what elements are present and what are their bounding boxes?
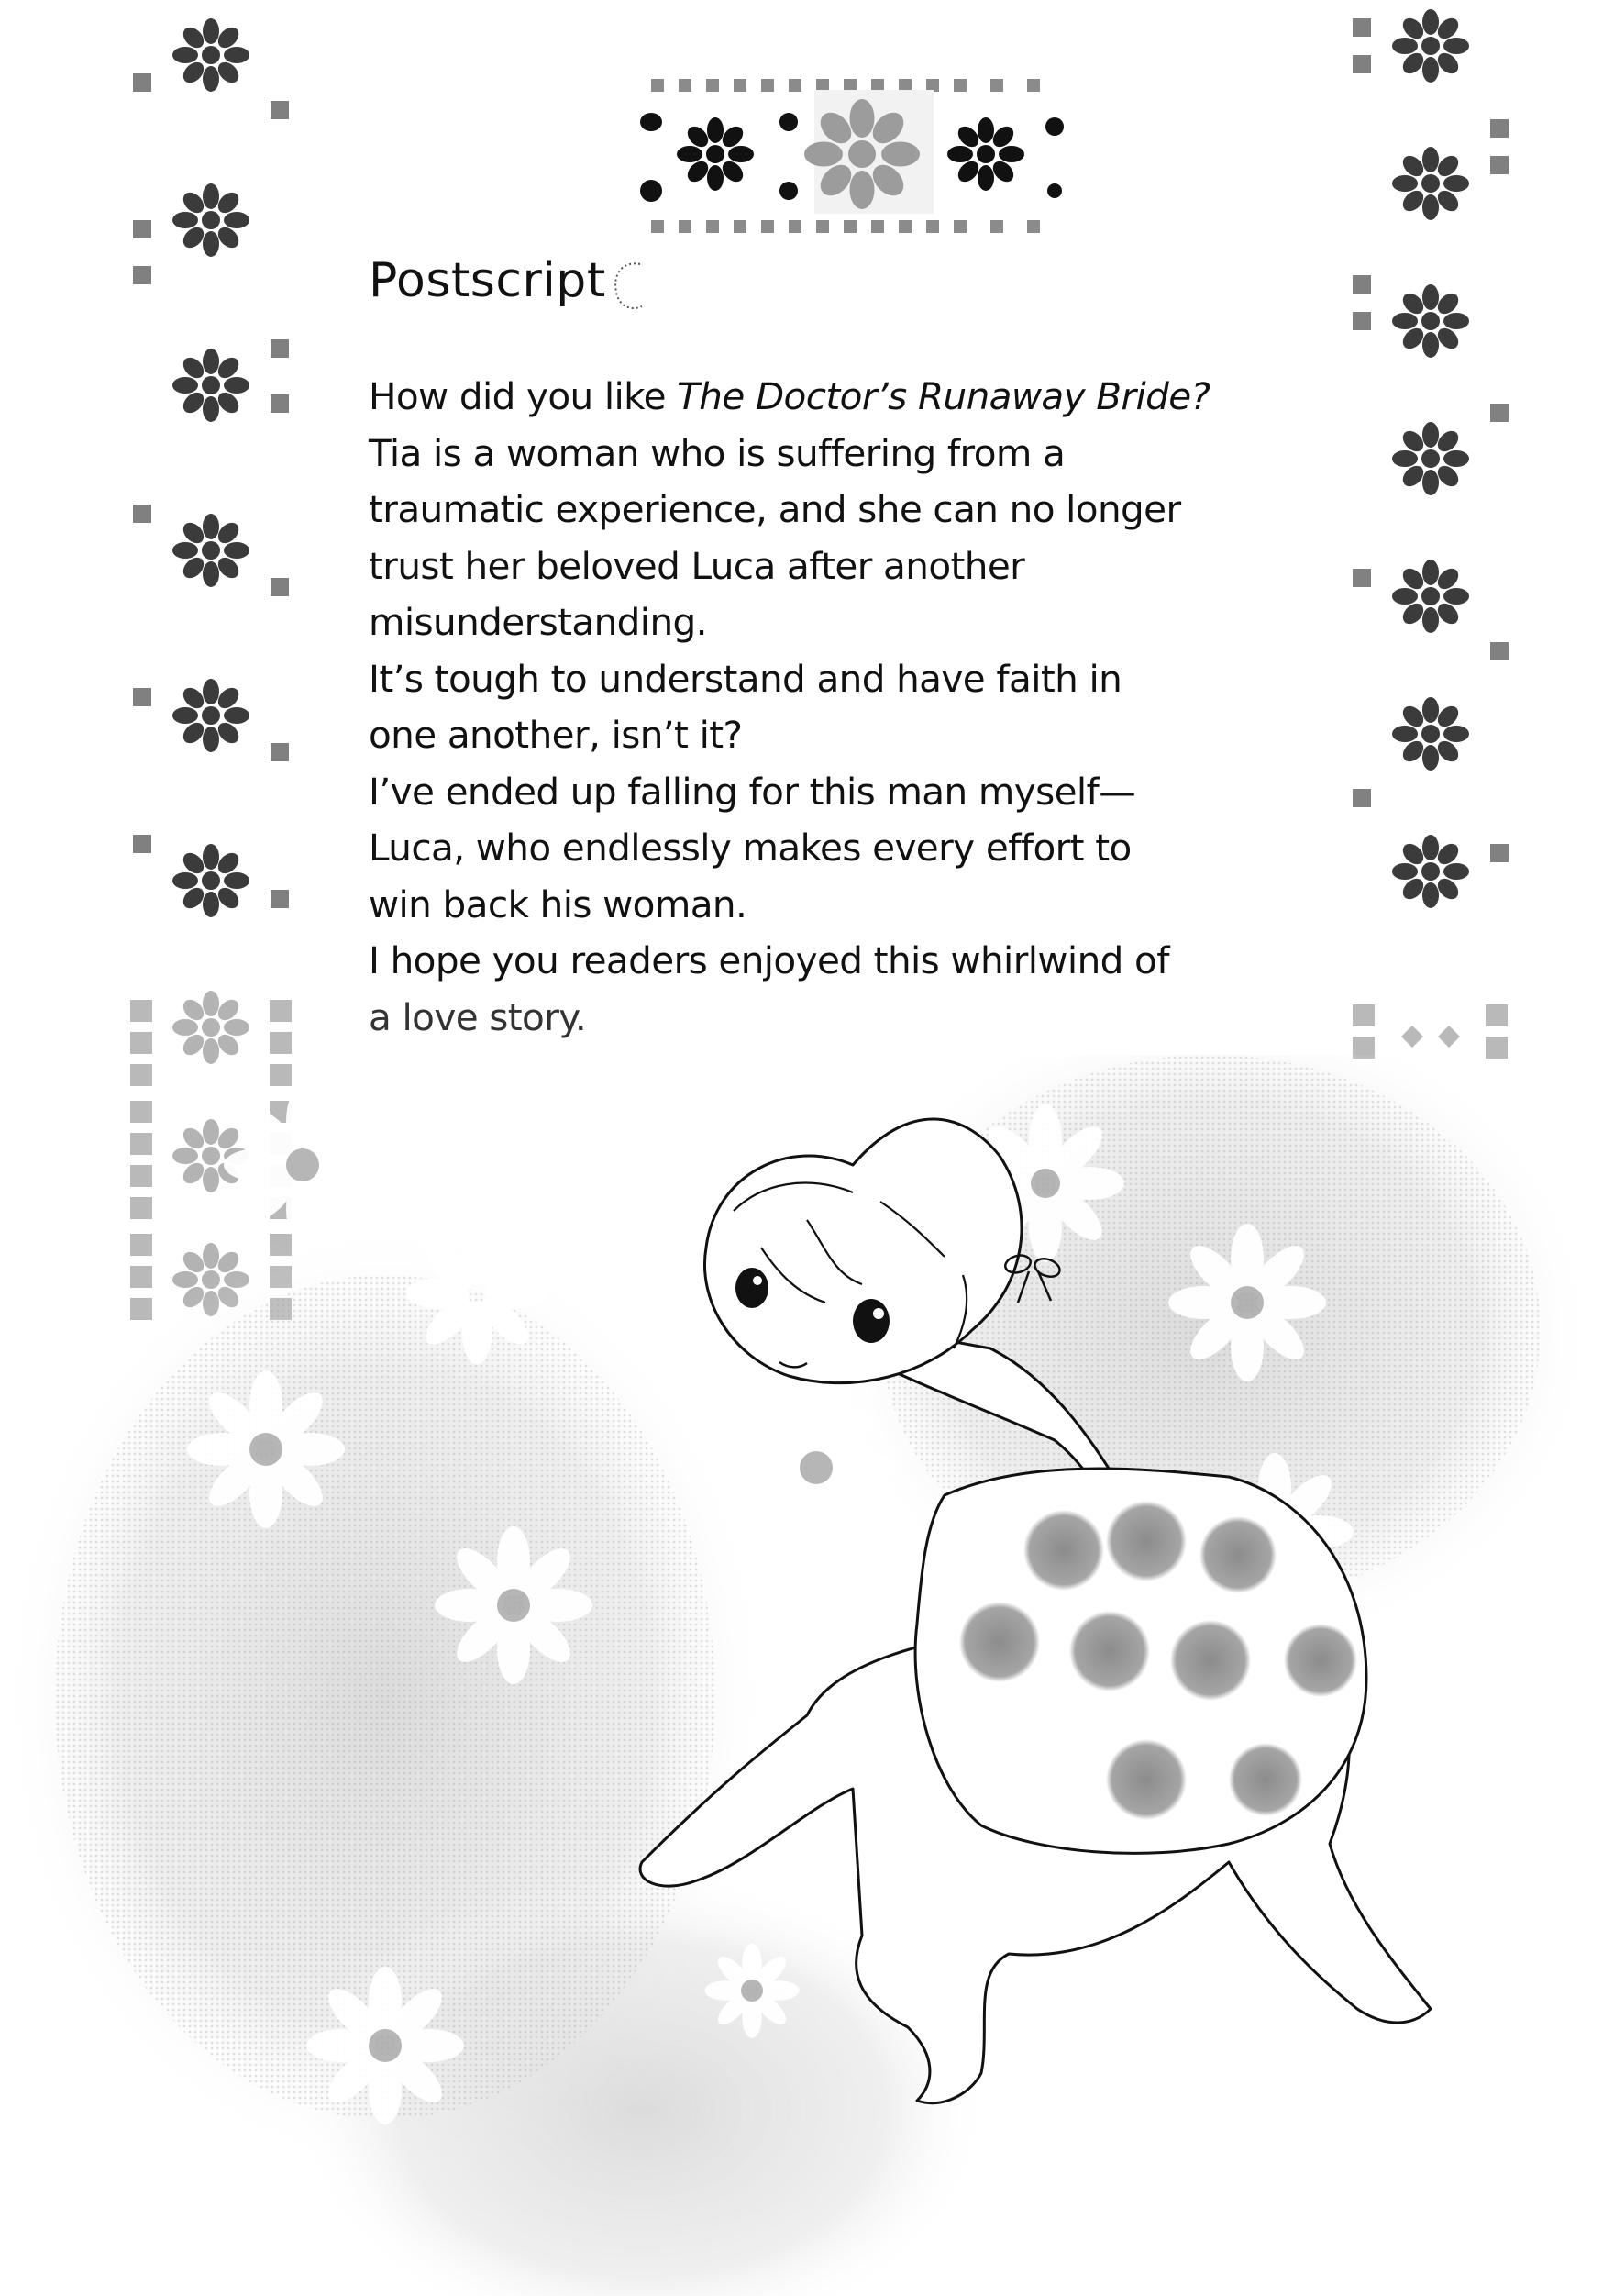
book-title: The Doctor’s Runaway Bride? [677, 374, 1210, 418]
crawling-baby-icon [0, 1055, 1614, 2296]
page-title: Postscript [369, 253, 606, 308]
body-line: win back his woman. [369, 882, 747, 926]
body-line: Luca, who endlessly makes every effort to [369, 826, 1132, 870]
body-line: one another, isn’t it? [369, 713, 743, 757]
body-line: I’ve ended up falling for this man myself— [369, 769, 1136, 814]
body-line: trust her beloved Luca after another [369, 543, 1025, 588]
body-line: I hope you readers enjoyed this whirlwind of [369, 938, 1169, 982]
top-floral-ornament [633, 62, 1073, 246]
body-line: a love story. [369, 994, 587, 1039]
body-line: Tia is a woman who is suffering from a [369, 430, 1066, 475]
body-line [369, 369, 1304, 426]
body-line: traumatic experience, and she can no longer [369, 487, 1181, 531]
body-line: It’s tough to understand and have faith in [369, 656, 1122, 701]
body-line: misunderstanding. [369, 600, 707, 644]
postscript-body [369, 369, 1304, 1046]
baby-illustration [0, 1055, 1614, 2296]
dotted-crescent-icon [609, 257, 647, 316]
floral-border-pattern-icon [1339, 0, 1522, 1064]
flower-rosette-icon [633, 62, 1073, 246]
right-floral-border [1339, 0, 1522, 1064]
body-text-segment: How did you like [369, 374, 678, 418]
